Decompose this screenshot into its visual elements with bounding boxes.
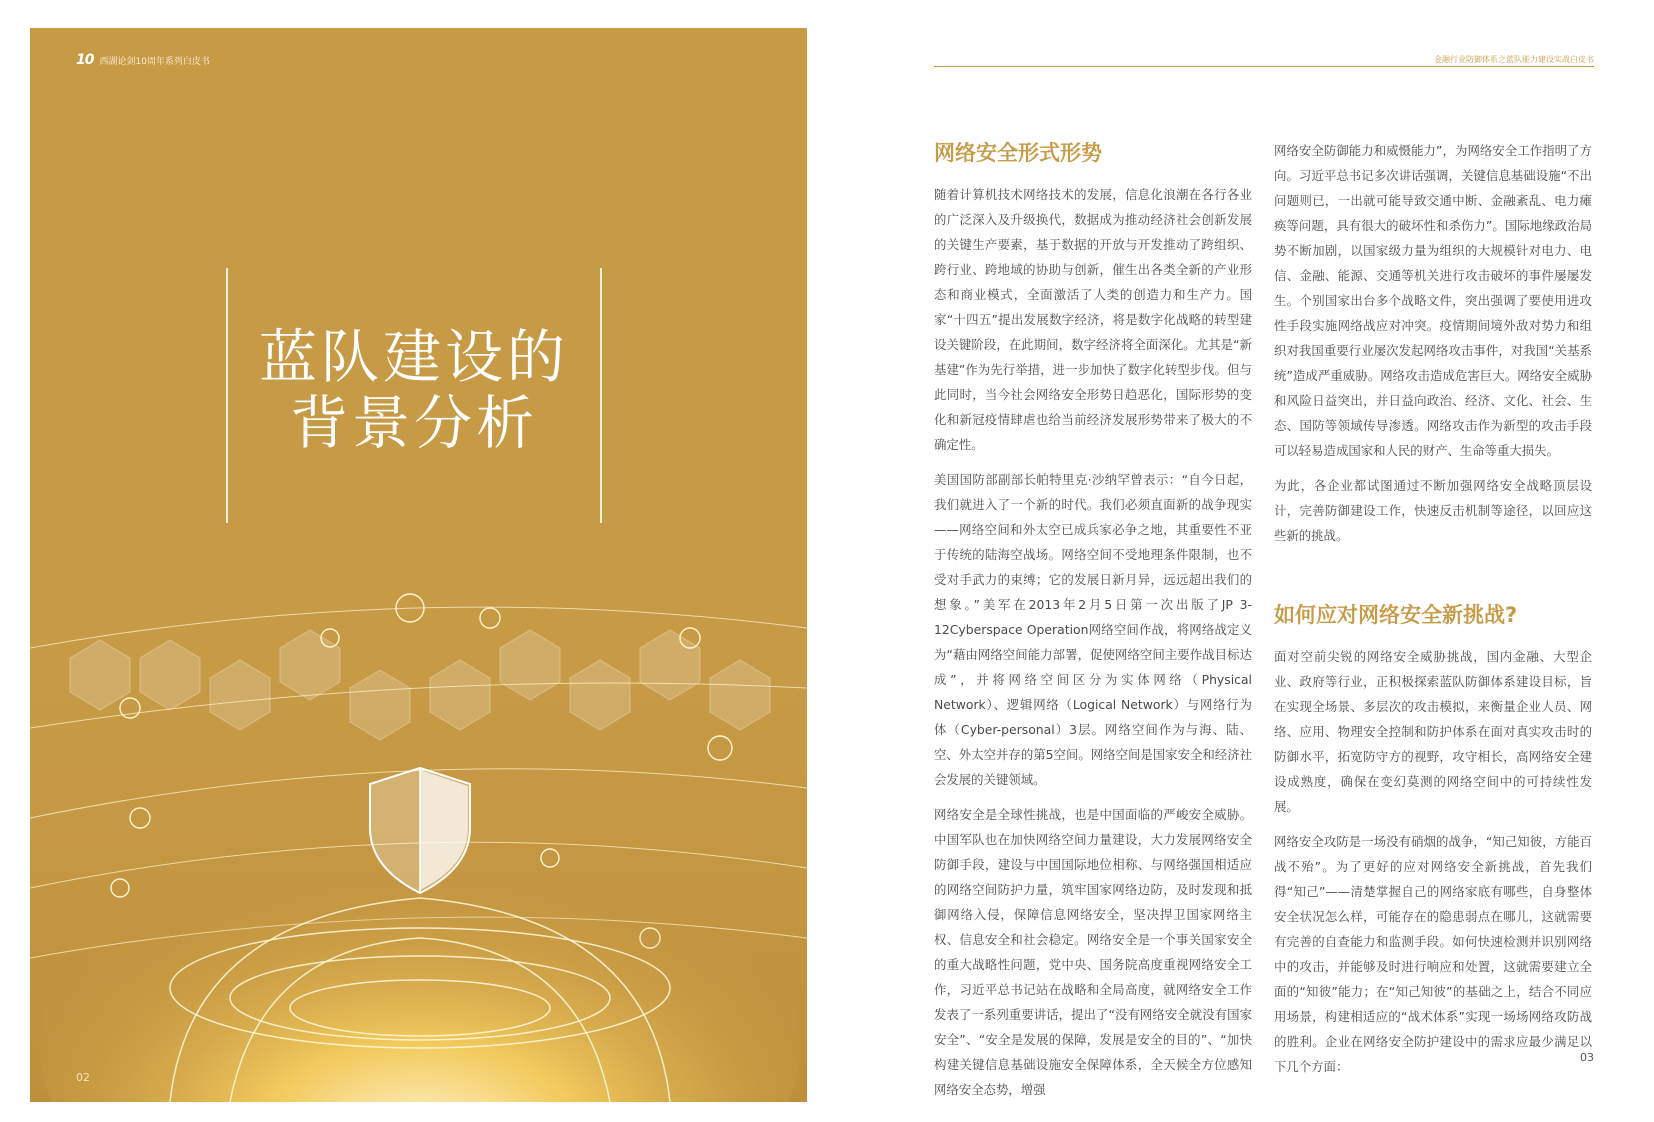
globe-network-illustration [30, 588, 807, 1102]
title-frame [226, 268, 602, 523]
paragraph: 面对空前尖锐的网络安全威胁挑战，国内金融、大型企业、政府等行业，正积极探索蓝队防御体系建设目标，旨在实现全场景、多层次的攻击模拟，来衡量企业人员、网络、应用、物理安全控制和防护体系在面对真实攻击时的防御水平，拓宽防守方的视野，攻守相长，高网络安全建设成熟度，确保在变幻莫测的网络空间中的可持续性发展。 [1274, 649, 1592, 814]
right-page-number: 03 [1580, 1051, 1594, 1064]
anniversary-logo: 10 [76, 52, 94, 68]
title-line-1: 蓝队建设的 [258, 323, 569, 391]
left-header-text: 西湖论剑10周年系列白皮书 [99, 56, 210, 67]
text-column-left [934, 138, 1252, 1112]
right-header-text: 金融行业防御体系之蓝队能力建设实战白皮书 [1434, 55, 1594, 64]
title-line-2: 背景分析 [289, 389, 538, 457]
paragraph: 网络安全防御能力和威慑能力”，为网络安全工作指明了方向。习近平总书记多次讲话强调，关键信息基础设施“不出问题则已，一出就可能导致交通中断、金融紊乱、电力瘫痪等问题，具有很大的破坏性和杀伤力”。国际地缘政治局势不断加剧，以国家级力量为组织的大规模针对电力、电信、金融、能源、交通等机关进行攻击破坏的事件屡屡发生。个别国家出台多个战略文件，突出强调了要使用进攻性手段实施网络战应对冲突。疫情期间境外敌对势力和组织对我国重要行业屡次发起网络攻击事件，对我国“关基系统”造成严重威胁。网络攻击造成危害巨大。网络安全威胁和风险日益突出，并日益向政治、经济、文化、社会、生态、国防等领域传导渗透。网络攻击作为新型的攻击手段可以轻易造成国家和人民的财产、生命等重大损失。 [1274, 143, 1592, 458]
header-rule [934, 66, 1594, 67]
paragraph: 为此，各企业都试图通过不断加强网络安全战略顶层设计，完善防御建设工作，快速反击机制等途径，以回应这些新的挑战。 [1274, 478, 1592, 543]
left-page-number: 02 [76, 1071, 90, 1084]
paragraph: 网络安全是全球性挑战，也是中国面临的严峻安全威胁。中国军队也在加快网络空间力量建设，大力发展网络安全防御手段，建设与中国国际地位相称、与网络强国相适应的网络空间防护力量，筑牢国家网络边防，及时发现和抵御网络入侵，保障信息网络安全，坚决捍卫国家网络主权、信息安全和社会稳定。网络安全是一个事关国家安全的重大战略性问题，党中央、国务院高度重视网络安全工作，习近平总书记站在战略和全局高度，就网络安全工作发表了一系列重要讲话，提出了“没有网络安全就没有国家安全”、“安全是发展的保障，发展是安全的目的”、“加快构建关键信息基础设施安全保障体系，全天候全方位感知网络安全态势，增强 [934, 807, 1252, 1097]
paragraph: 美国国防部副部长帕特里克·沙纳罕曾表示：“自今日起，我们就进入了一个新的时代。我们必须直面新的战争现实——网络空间和外太空已成兵家必争之地，其重要性不亚于传统的陆海空战场。网络空间不受地理条件限制，也不受对手武力的束缚；它的发展日新月异，远远超出我们的想象。”美军在2013年2月5日第一次出版了JP 3-12Cyberspace Operation网络空间作战，将网络战定义为“藉由网络空间能力部署，促使网络空间主要作战目标达成”，并将网络空间区分为实体网络（Physical Network）、逻辑网络（Logical Network）与网络行为体（Cyber-personal）3层。网络空间作为与海、陆、空、外太空并存的第5空间。网络空间是国家安全和经济社会发展的关键领域。 [934, 472, 1252, 787]
section-title-2: 如何应对网络安全新挑战? [1274, 603, 1518, 627]
text-column-right [1274, 138, 1592, 1089]
paragraph: 随着计算机技术网络技术的发展，信息化浪潮在各行各业的广泛深入及升级换代，数据成为推动经济社会创新发展的关键生产要素，基于数据的开放与开发推动了跨组织、跨行业、跨地域的协助与创新，催生出各类全新的产业形态和商业模式，全面激活了人类的创造力和生产力。国家“十四五”提出发展数字经济，将是数字化战略的转型建设关键阶段，在此期间，数字经济将全面深化。尤其是“新基建”作为先行举措，进一步加快了数字化转型步伐。但与此同时，当今社会网络安全形势日趋恶化，国际形势的变化和新冠疫情肆虐也给当前经济发展形势带来了极大的不确定性。 [934, 187, 1252, 452]
section-title-1: 网络安全形式形势 [934, 141, 1102, 165]
paragraph: 网络安全攻防是一场没有硝烟的战争，“知己知彼，方能百战不殆”。为了更好的应对网络安全新挑战，首先我们得“知己”——清楚掌握自己的网络家底有哪些，自身整体安全状况怎么样，可能存在的隐患弱点在哪儿，这就需要有完善的自查能力和监测手段。如何快速检测并识别网络中的攻击，并能够及时进行响应和处置，这就需要建立全面的“知彼”能力；在“知己知彼”的基础之上，结合不同应用场景，构建相适应的“战术体系”实现一场场网络攻防战的胜利。企业在网络安全防护建设中的需求应最少满足以下几个方面： [1274, 834, 1592, 1074]
right-page-body [934, 28, 1594, 1102]
page-title [228, 324, 600, 456]
left-page-header [76, 52, 210, 68]
left-page-cover [30, 28, 807, 1102]
